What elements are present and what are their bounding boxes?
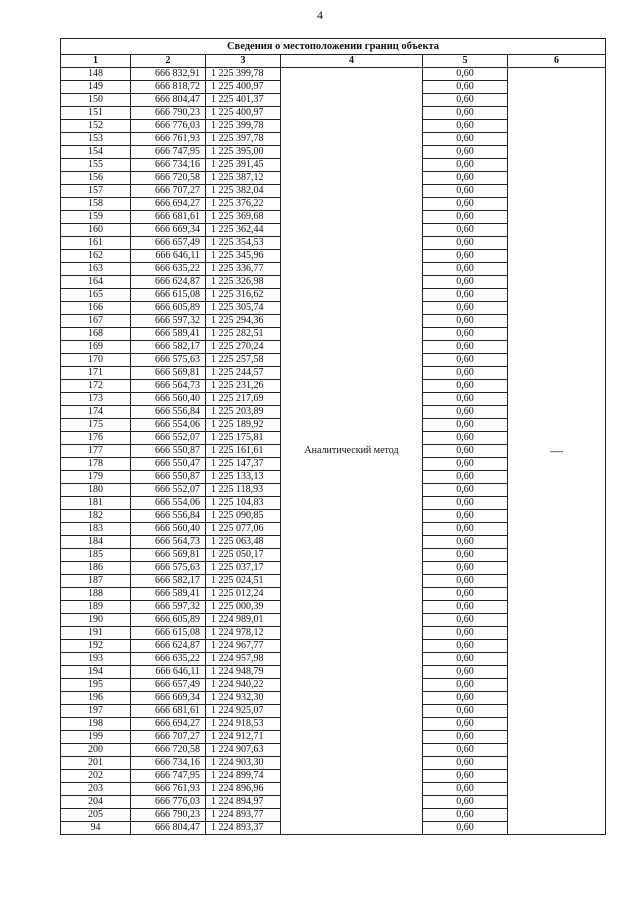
accuracy-cell: 0,60 <box>423 263 508 276</box>
y-coordinate-cell: 1 225 063,48 <box>206 536 281 549</box>
y-coordinate-cell: 1 225 231,26 <box>206 380 281 393</box>
y-coordinate-cell: 1 225 399,78 <box>206 120 281 133</box>
point-number-cell: 168 <box>61 328 131 341</box>
accuracy-cell: 0,60 <box>423 510 508 523</box>
accuracy-cell: 0,60 <box>423 523 508 536</box>
accuracy-cell: 0,60 <box>423 120 508 133</box>
y-coordinate-cell: 1 225 104,83 <box>206 497 281 510</box>
point-number-cell: 94 <box>61 822 131 835</box>
x-coordinate-cell: 666 615,08 <box>131 627 206 640</box>
point-number-cell: 158 <box>61 198 131 211</box>
accuracy-cell: 0,60 <box>423 796 508 809</box>
y-coordinate-cell: 1 225 090,85 <box>206 510 281 523</box>
table-row <box>61 68 606 81</box>
point-number-cell: 148 <box>61 68 131 81</box>
point-number-cell: 205 <box>61 809 131 822</box>
accuracy-cell: 0,60 <box>423 432 508 445</box>
point-number-cell: 178 <box>61 458 131 471</box>
y-coordinate-cell: 1 225 000,39 <box>206 601 281 614</box>
point-number-cell: 159 <box>61 211 131 224</box>
point-number-cell: 175 <box>61 419 131 432</box>
point-number-cell: 192 <box>61 640 131 653</box>
y-coordinate-cell: 1 224 978,12 <box>206 627 281 640</box>
x-coordinate-cell: 666 575,63 <box>131 354 206 367</box>
point-number-cell: 165 <box>61 289 131 302</box>
y-coordinate-cell: 1 225 369,68 <box>206 211 281 224</box>
point-number-cell: 204 <box>61 796 131 809</box>
accuracy-cell: 0,60 <box>423 380 508 393</box>
point-number-cell: 180 <box>61 484 131 497</box>
accuracy-cell: 0,60 <box>423 393 508 406</box>
point-number-cell: 198 <box>61 718 131 731</box>
x-coordinate-cell: 666 818,72 <box>131 81 206 94</box>
x-coordinate-cell: 666 575,63 <box>131 562 206 575</box>
accuracy-cell: 0,60 <box>423 705 508 718</box>
point-number-cell: 177 <box>61 445 131 458</box>
x-coordinate-cell: 666 761,93 <box>131 133 206 146</box>
accuracy-cell: 0,60 <box>423 718 508 731</box>
accuracy-cell: 0,60 <box>423 94 508 107</box>
accuracy-cell: 0,60 <box>423 666 508 679</box>
accuracy-cell: 0,60 <box>423 458 508 471</box>
accuracy-cell: 0,60 <box>423 744 508 757</box>
y-coordinate-cell: 1 225 376,22 <box>206 198 281 211</box>
x-coordinate-cell: 666 832,91 <box>131 68 206 81</box>
x-coordinate-cell: 666 747,95 <box>131 770 206 783</box>
point-number-cell: 201 <box>61 757 131 770</box>
x-coordinate-cell: 666 694,27 <box>131 198 206 211</box>
page-number: 4 <box>317 8 323 22</box>
x-coordinate-cell: 666 552,07 <box>131 432 206 445</box>
accuracy-cell: 0,60 <box>423 211 508 224</box>
y-coordinate-cell: 1 224 893,77 <box>206 809 281 822</box>
y-coordinate-cell: 1 225 189,92 <box>206 419 281 432</box>
y-coordinate-cell: 1 225 037,17 <box>206 562 281 575</box>
point-number-cell: 176 <box>61 432 131 445</box>
y-coordinate-cell: 1 225 354,53 <box>206 237 281 250</box>
x-coordinate-cell: 666 804,47 <box>131 94 206 107</box>
x-coordinate-cell: 666 635,22 <box>131 653 206 666</box>
accuracy-cell: 0,60 <box>423 159 508 172</box>
y-coordinate-cell: 1 225 387,12 <box>206 172 281 185</box>
x-coordinate-cell: 666 552,07 <box>131 484 206 497</box>
accuracy-cell: 0,60 <box>423 770 508 783</box>
y-coordinate-cell: 1 225 397,78 <box>206 133 281 146</box>
y-coordinate-cell: 1 225 400,97 <box>206 107 281 120</box>
accuracy-cell: 0,60 <box>423 419 508 432</box>
y-coordinate-cell: 1 224 896,96 <box>206 783 281 796</box>
point-number-cell: 189 <box>61 601 131 614</box>
x-coordinate-cell: 666 707,27 <box>131 731 206 744</box>
accuracy-cell: 0,60 <box>423 822 508 835</box>
point-number-cell: 154 <box>61 146 131 159</box>
point-number-cell: 163 <box>61 263 131 276</box>
x-coordinate-cell: 666 635,22 <box>131 263 206 276</box>
point-number-cell: 156 <box>61 172 131 185</box>
accuracy-cell: 0,60 <box>423 185 508 198</box>
y-coordinate-cell: 1 225 395,00 <box>206 146 281 159</box>
x-coordinate-cell: 666 560,40 <box>131 523 206 536</box>
y-coordinate-cell: 1 225 257,58 <box>206 354 281 367</box>
y-coordinate-cell: 1 224 989,01 <box>206 614 281 627</box>
point-number-cell: 190 <box>61 614 131 627</box>
x-coordinate-cell: 666 790,23 <box>131 809 206 822</box>
x-coordinate-cell: 666 550,47 <box>131 458 206 471</box>
point-number-cell: 152 <box>61 120 131 133</box>
x-coordinate-cell: 666 560,40 <box>131 393 206 406</box>
point-number-cell: 193 <box>61 653 131 666</box>
column-header-2: 2 <box>131 55 206 68</box>
x-coordinate-cell: 666 646,11 <box>131 250 206 263</box>
y-coordinate-cell: 1 224 912,71 <box>206 731 281 744</box>
point-number-cell: 157 <box>61 185 131 198</box>
x-coordinate-cell: 666 605,89 <box>131 302 206 315</box>
accuracy-cell: 0,60 <box>423 484 508 497</box>
x-coordinate-cell: 666 707,27 <box>131 185 206 198</box>
point-number-cell: 174 <box>61 406 131 419</box>
y-coordinate-cell: 1 225 399,78 <box>206 68 281 81</box>
x-coordinate-cell: 666 556,84 <box>131 510 206 523</box>
accuracy-cell: 0,60 <box>423 471 508 484</box>
point-number-cell: 202 <box>61 770 131 783</box>
x-coordinate-cell: 666 554,06 <box>131 419 206 432</box>
y-coordinate-cell: 1 224 932,30 <box>206 692 281 705</box>
y-coordinate-cell: 1 224 893,37 <box>206 822 281 835</box>
table-title: Сведения о местоположении границ объекта <box>61 39 606 55</box>
accuracy-cell: 0,60 <box>423 627 508 640</box>
y-coordinate-cell: 1 224 899,74 <box>206 770 281 783</box>
x-coordinate-cell: 666 669,34 <box>131 224 206 237</box>
y-coordinate-cell: 1 225 362,44 <box>206 224 281 237</box>
x-coordinate-cell: 666 589,41 <box>131 588 206 601</box>
point-number-cell: 200 <box>61 744 131 757</box>
point-number-cell: 185 <box>61 549 131 562</box>
y-coordinate-cell: 1 225 203,89 <box>206 406 281 419</box>
y-coordinate-cell: 1 224 948,79 <box>206 666 281 679</box>
y-coordinate-cell: 1 225 270,24 <box>206 341 281 354</box>
accuracy-cell: 0,60 <box>423 601 508 614</box>
x-coordinate-cell: 666 694,27 <box>131 718 206 731</box>
y-coordinate-cell: 1 225 050,17 <box>206 549 281 562</box>
accuracy-cell: 0,60 <box>423 757 508 770</box>
y-coordinate-cell: 1 225 147,37 <box>206 458 281 471</box>
x-coordinate-cell: 666 790,23 <box>131 107 206 120</box>
accuracy-cell: 0,60 <box>423 81 508 94</box>
accuracy-cell: 0,60 <box>423 341 508 354</box>
x-coordinate-cell: 666 597,32 <box>131 601 206 614</box>
x-coordinate-cell: 666 734,16 <box>131 757 206 770</box>
accuracy-cell: 0,60 <box>423 68 508 81</box>
x-coordinate-cell: 666 582,17 <box>131 341 206 354</box>
accuracy-cell: 0,60 <box>423 640 508 653</box>
point-number-cell: 182 <box>61 510 131 523</box>
accuracy-cell: 0,60 <box>423 614 508 627</box>
point-number-cell: 195 <box>61 679 131 692</box>
y-coordinate-cell: 1 225 391,45 <box>206 159 281 172</box>
accuracy-cell: 0,60 <box>423 315 508 328</box>
point-number-cell: 187 <box>61 575 131 588</box>
y-coordinate-cell: 1 225 161,61 <box>206 445 281 458</box>
column-header-6: 6 <box>508 55 606 68</box>
x-coordinate-cell: 666 589,41 <box>131 328 206 341</box>
y-coordinate-cell: 1 224 918,53 <box>206 718 281 731</box>
y-coordinate-cell: 1 224 925,07 <box>206 705 281 718</box>
point-number-cell: 197 <box>61 705 131 718</box>
y-coordinate-cell: 1 225 400,97 <box>206 81 281 94</box>
x-coordinate-cell: 666 569,81 <box>131 549 206 562</box>
point-number-cell: 203 <box>61 783 131 796</box>
column-header-1: 1 <box>61 55 131 68</box>
x-coordinate-cell: 666 582,17 <box>131 575 206 588</box>
point-number-cell: 150 <box>61 94 131 107</box>
point-number-cell: 166 <box>61 302 131 315</box>
point-number-cell: 169 <box>61 341 131 354</box>
x-coordinate-cell: 666 720,58 <box>131 744 206 757</box>
x-coordinate-cell: 666 564,73 <box>131 536 206 549</box>
point-number-cell: 171 <box>61 367 131 380</box>
point-number-cell: 183 <box>61 523 131 536</box>
point-number-cell: 151 <box>61 107 131 120</box>
point-number-cell: 173 <box>61 393 131 406</box>
point-number-cell: 194 <box>61 666 131 679</box>
point-number-cell: 153 <box>61 133 131 146</box>
accuracy-cell: 0,60 <box>423 172 508 185</box>
y-coordinate-cell: 1 225 326,98 <box>206 276 281 289</box>
accuracy-cell: 0,60 <box>423 354 508 367</box>
y-coordinate-cell: 1 224 907,63 <box>206 744 281 757</box>
column-header-3: 3 <box>206 55 281 68</box>
y-coordinate-cell: 1 225 316,62 <box>206 289 281 302</box>
y-coordinate-cell: 1 225 118,93 <box>206 484 281 497</box>
x-coordinate-cell: 666 681,61 <box>131 211 206 224</box>
accuracy-cell: 0,60 <box>423 809 508 822</box>
boundary-coordinates-table <box>60 38 606 835</box>
accuracy-cell: 0,60 <box>423 406 508 419</box>
x-coordinate-cell: 666 734,16 <box>131 159 206 172</box>
y-coordinate-cell: 1 224 940,22 <box>206 679 281 692</box>
point-number-cell: 186 <box>61 562 131 575</box>
point-number-cell: 170 <box>61 354 131 367</box>
y-coordinate-cell: 1 225 382,04 <box>206 185 281 198</box>
accuracy-cell: 0,60 <box>423 653 508 666</box>
accuracy-cell: 0,60 <box>423 562 508 575</box>
accuracy-cell: 0,60 <box>423 107 508 120</box>
y-coordinate-cell: 1 225 336,77 <box>206 263 281 276</box>
point-number-cell: 191 <box>61 627 131 640</box>
accuracy-cell: 0,60 <box>423 133 508 146</box>
point-number-cell: 181 <box>61 497 131 510</box>
x-coordinate-cell: 666 761,93 <box>131 783 206 796</box>
point-number-cell: 161 <box>61 237 131 250</box>
accuracy-cell: 0,60 <box>423 302 508 315</box>
accuracy-cell: 0,60 <box>423 146 508 159</box>
accuracy-cell: 0,60 <box>423 224 508 237</box>
point-number-cell: 162 <box>61 250 131 263</box>
x-coordinate-cell: 666 550,87 <box>131 445 206 458</box>
y-coordinate-cell: 1 224 967,77 <box>206 640 281 653</box>
accuracy-cell: 0,60 <box>423 276 508 289</box>
accuracy-cell: 0,60 <box>423 328 508 341</box>
accuracy-cell: 0,60 <box>423 289 508 302</box>
y-coordinate-cell: 1 225 012,24 <box>206 588 281 601</box>
y-coordinate-cell: 1 225 077,06 <box>206 523 281 536</box>
x-coordinate-cell: 666 657,49 <box>131 237 206 250</box>
x-coordinate-cell: 666 804,47 <box>131 822 206 835</box>
y-coordinate-cell: 1 225 401,37 <box>206 94 281 107</box>
y-coordinate-cell: 1 225 175,81 <box>206 432 281 445</box>
x-coordinate-cell: 666 720,58 <box>131 172 206 185</box>
point-number-cell: 149 <box>61 81 131 94</box>
accuracy-cell: 0,60 <box>423 198 508 211</box>
y-coordinate-cell: 1 225 133,13 <box>206 471 281 484</box>
y-coordinate-cell: 1 225 244,57 <box>206 367 281 380</box>
method-cell: Аналитический метод <box>281 68 423 835</box>
accuracy-cell: 0,60 <box>423 445 508 458</box>
accuracy-cell: 0,60 <box>423 783 508 796</box>
column-header-4: 4 <box>281 55 423 68</box>
accuracy-cell: 0,60 <box>423 497 508 510</box>
x-coordinate-cell: 666 776,03 <box>131 120 206 133</box>
point-number-cell: 184 <box>61 536 131 549</box>
y-coordinate-cell: 1 225 282,51 <box>206 328 281 341</box>
accuracy-cell: 0,60 <box>423 250 508 263</box>
accuracy-cell: 0,60 <box>423 367 508 380</box>
x-coordinate-cell: 666 615,08 <box>131 289 206 302</box>
y-coordinate-cell: 1 225 217,69 <box>206 393 281 406</box>
x-coordinate-cell: 666 554,06 <box>131 497 206 510</box>
x-coordinate-cell: 666 776,03 <box>131 796 206 809</box>
y-coordinate-cell: 1 224 957,98 <box>206 653 281 666</box>
y-coordinate-cell: 1 225 305,74 <box>206 302 281 315</box>
point-number-cell: 164 <box>61 276 131 289</box>
x-coordinate-cell: 666 564,73 <box>131 380 206 393</box>
column-header-5: 5 <box>423 55 508 68</box>
table-body <box>61 68 606 835</box>
y-coordinate-cell: 1 225 024,51 <box>206 575 281 588</box>
x-coordinate-cell: 666 747,95 <box>131 146 206 159</box>
point-number-cell: 188 <box>61 588 131 601</box>
point-number-cell: 155 <box>61 159 131 172</box>
y-coordinate-cell: 1 225 345,96 <box>206 250 281 263</box>
accuracy-cell: 0,60 <box>423 575 508 588</box>
y-coordinate-cell: 1 225 294,36 <box>206 315 281 328</box>
description-cell: — <box>508 68 606 835</box>
x-coordinate-cell: 666 550,87 <box>131 471 206 484</box>
point-number-cell: 199 <box>61 731 131 744</box>
x-coordinate-cell: 666 624,87 <box>131 640 206 653</box>
point-number-cell: 160 <box>61 224 131 237</box>
accuracy-cell: 0,60 <box>423 549 508 562</box>
accuracy-cell: 0,60 <box>423 237 508 250</box>
x-coordinate-cell: 666 657,49 <box>131 679 206 692</box>
accuracy-cell: 0,60 <box>423 536 508 549</box>
x-coordinate-cell: 666 669,34 <box>131 692 206 705</box>
x-coordinate-cell: 666 597,32 <box>131 315 206 328</box>
accuracy-cell: 0,60 <box>423 588 508 601</box>
point-number-cell: 179 <box>61 471 131 484</box>
x-coordinate-cell: 666 624,87 <box>131 276 206 289</box>
x-coordinate-cell: 666 556,84 <box>131 406 206 419</box>
point-number-cell: 172 <box>61 380 131 393</box>
x-coordinate-cell: 666 646,11 <box>131 666 206 679</box>
accuracy-cell: 0,60 <box>423 731 508 744</box>
accuracy-cell: 0,60 <box>423 679 508 692</box>
y-coordinate-cell: 1 224 894,97 <box>206 796 281 809</box>
x-coordinate-cell: 666 569,81 <box>131 367 206 380</box>
point-number-cell: 167 <box>61 315 131 328</box>
x-coordinate-cell: 666 605,89 <box>131 614 206 627</box>
y-coordinate-cell: 1 224 903,30 <box>206 757 281 770</box>
x-coordinate-cell: 666 681,61 <box>131 705 206 718</box>
accuracy-cell: 0,60 <box>423 692 508 705</box>
point-number-cell: 196 <box>61 692 131 705</box>
